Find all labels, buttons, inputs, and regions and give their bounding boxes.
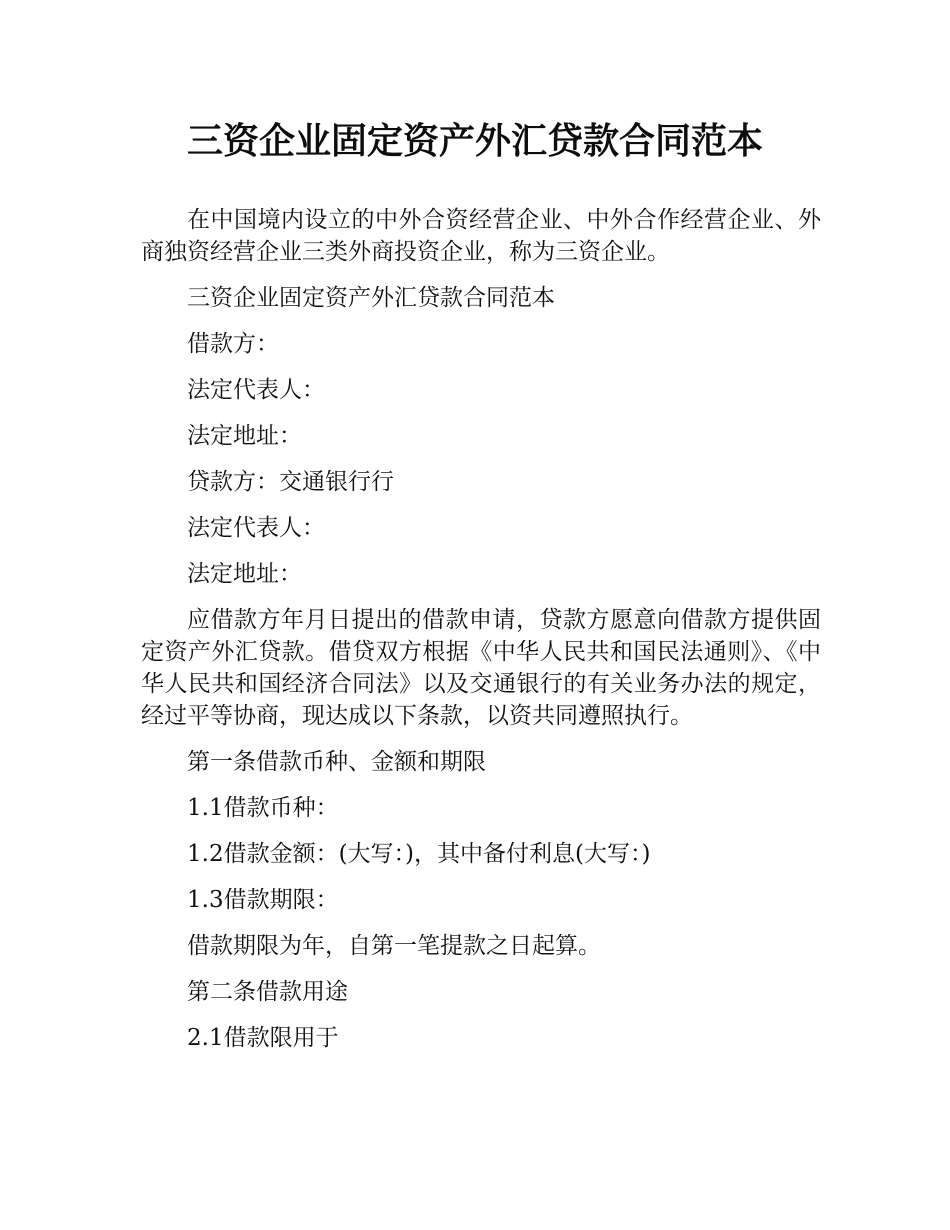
paragraph-lender-address: 法定地址：	[187, 561, 302, 587]
paragraph-clause-2-1: 2.1借款限用于	[187, 1025, 339, 1051]
paragraph-borrower: 借款方：	[187, 331, 279, 357]
document-body	[141, 204, 821, 1068]
paragraph-clause-1-2: 1.2借款金额：(大写：)，其中备付利息(大写：)	[187, 841, 651, 867]
paragraph-article-1-heading: 第一条借款币种、金额和期限	[187, 749, 486, 775]
paragraph-clause-1-1: 1.1借款币种：	[187, 795, 339, 821]
paragraph-borrower-address: 法定地址：	[187, 423, 302, 449]
paragraph-loan-term: 借款期限为年，自第一笔提款之日起算。	[187, 933, 601, 959]
paragraph-article-2-heading: 第二条借款用途	[187, 979, 348, 1005]
paragraph-lender: 贷款方：交通银行行	[187, 469, 394, 495]
paragraph-clause-1-3: 1.3借款期限：	[187, 887, 339, 913]
paragraph-intro: 在中国境内设立的中外合资经营企业、中外合作经营企业、外商独资经营企业三类外商投资企业，称为三资企业。	[141, 207, 821, 265]
paragraph-lender-representative: 法定代表人：	[187, 515, 325, 541]
document-title: 三资企业固定资产外汇贷款合同范本	[186, 121, 763, 162]
paragraph-agreement-preamble: 应借款方年月日提出的借款申请，贷款方愿意向借款方提供固定资产外汇贷款。借贷双方根据《中华人民共和国民法通则》、《中华人民共和国经济合同法》以及交通银行的有关业务办法的规定，经过平等协商，现达成以下条款，以资共同遵照执行。	[141, 607, 821, 729]
paragraph-borrower-representative: 法定代表人：	[187, 377, 325, 403]
paragraph-contract-name: 三资企业固定资产外汇贷款合同范本	[187, 285, 555, 311]
